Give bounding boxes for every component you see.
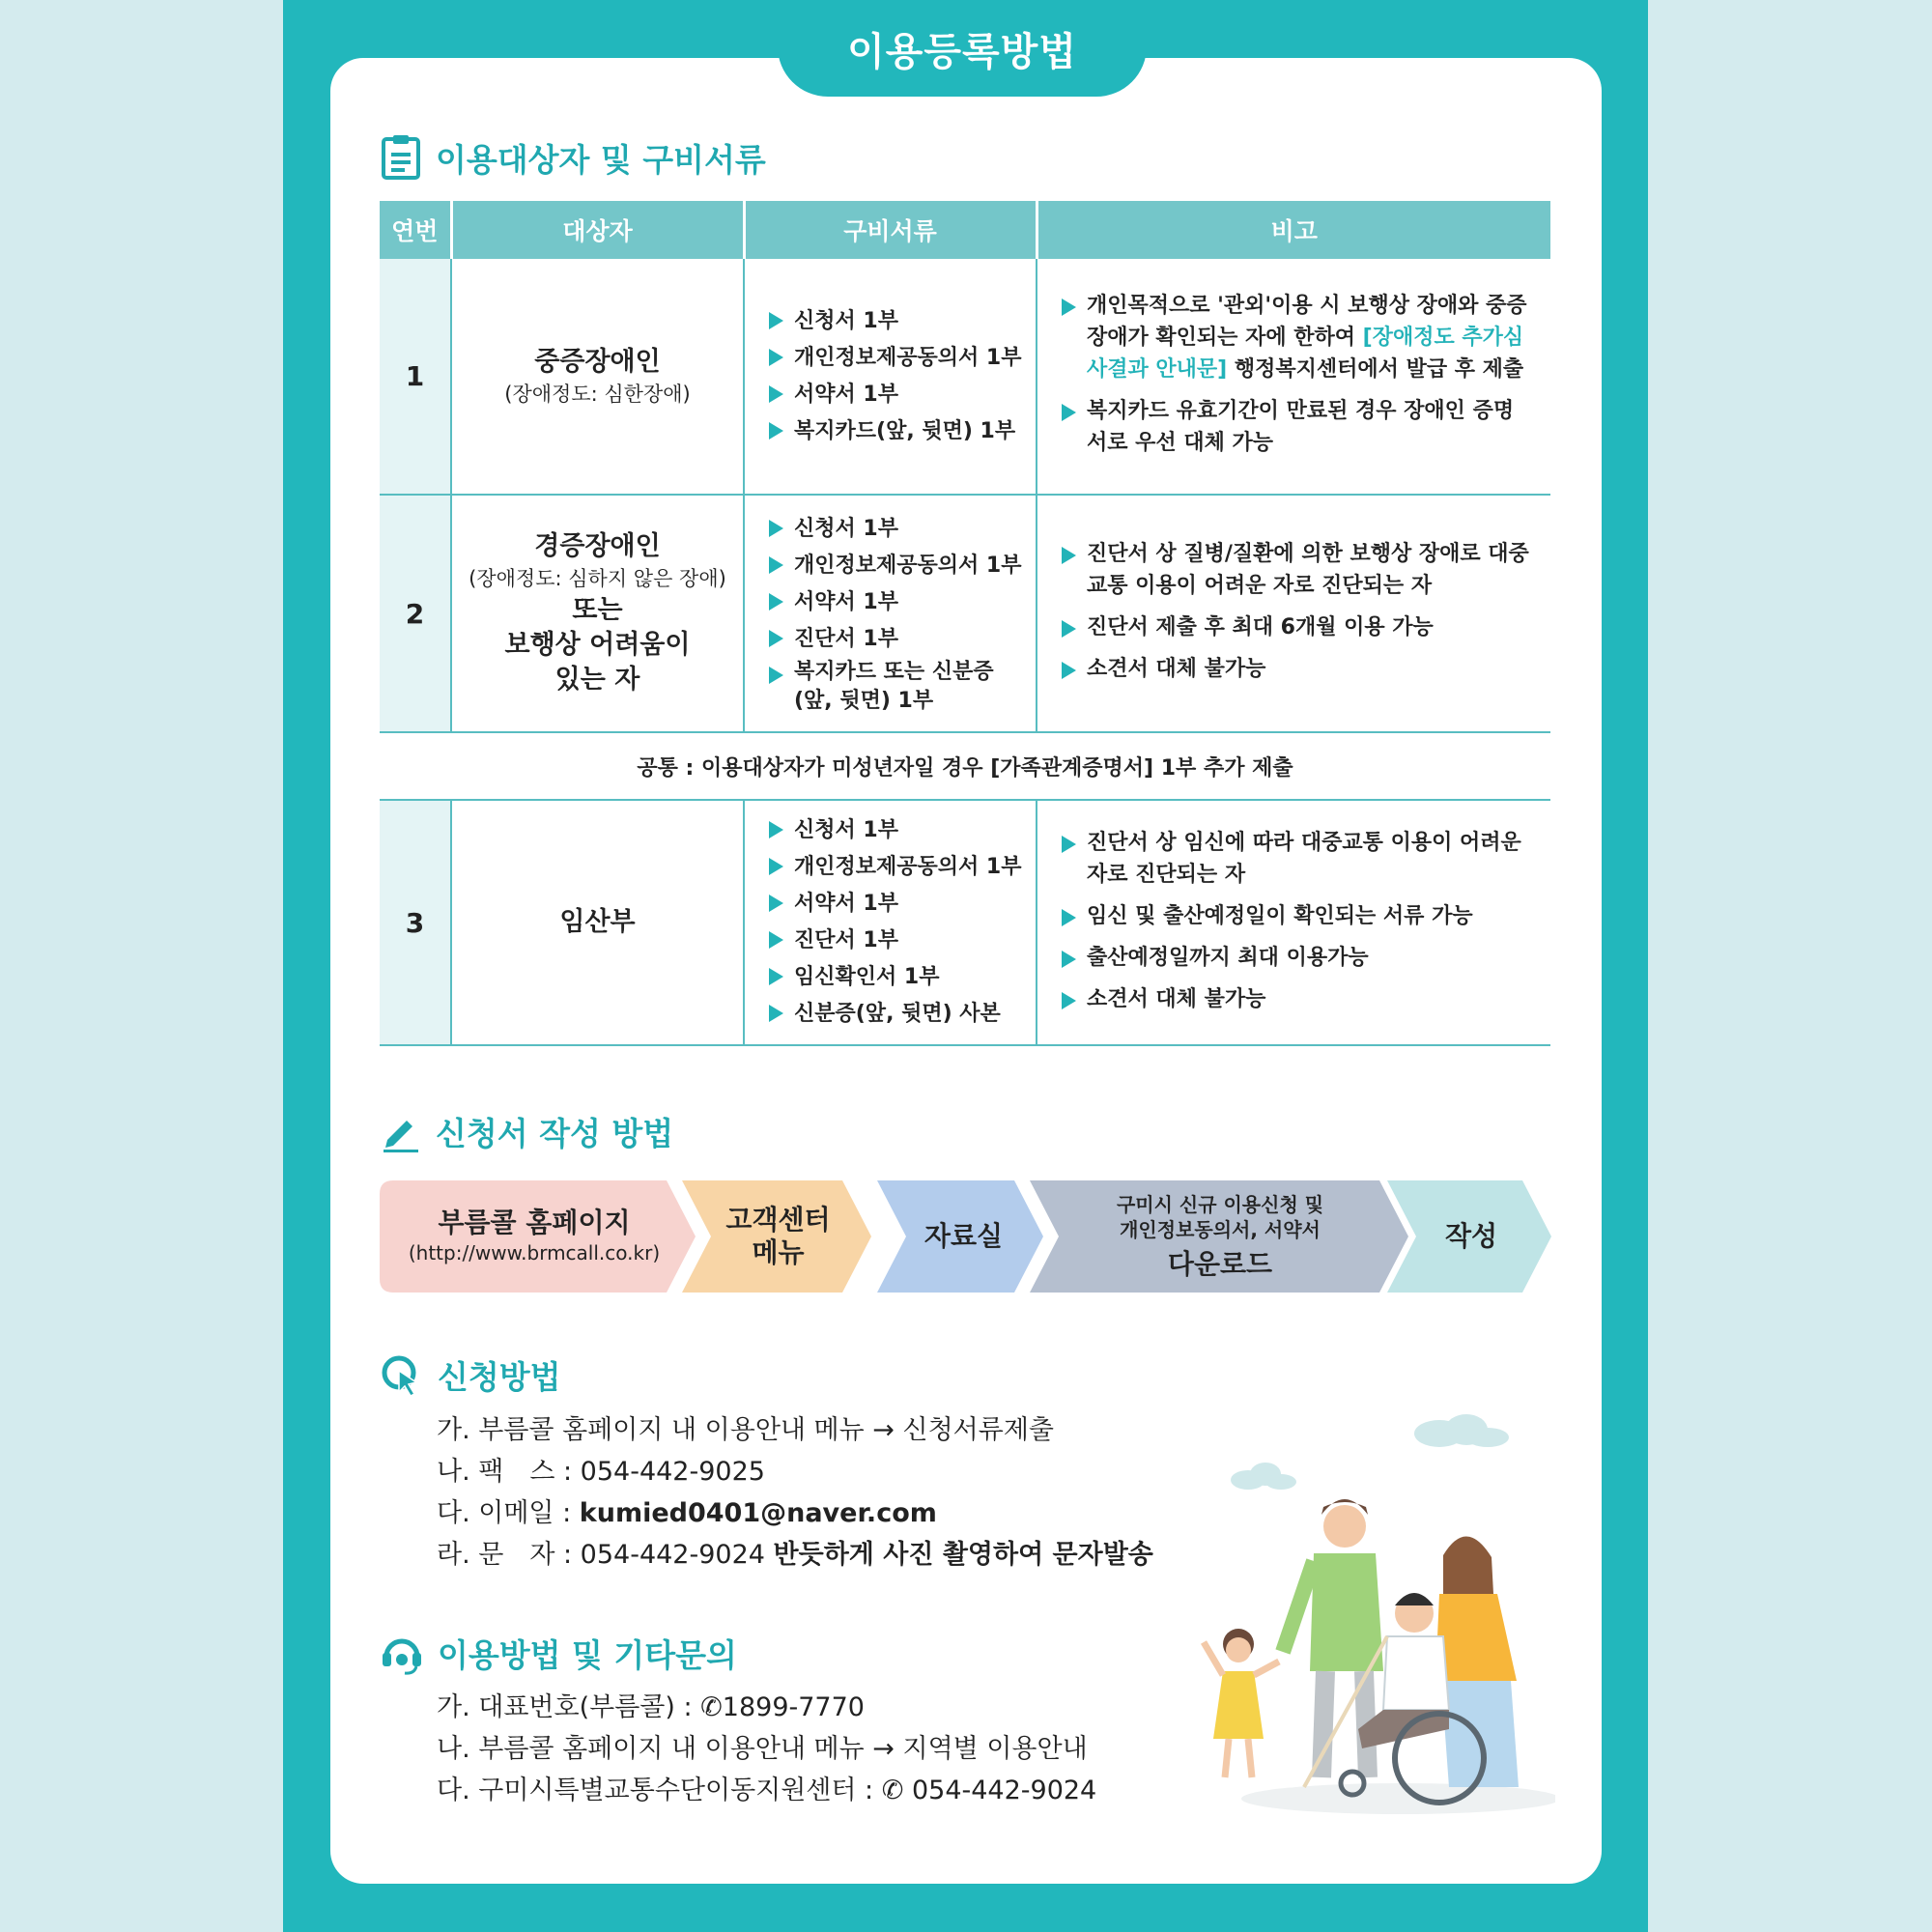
- page-title: 이용등록방법: [778, 0, 1147, 97]
- section-requirements-header: [380, 133, 766, 182]
- target-extra: 보행상 어려움이 있는 자: [504, 630, 691, 695]
- contact-phone-main[interactable]: 1899-7770: [722, 1692, 865, 1722]
- contact-item-c-label: 다. 구미시특별교통수단이동지원센터 :: [437, 1776, 882, 1805]
- header-no: 연번: [380, 201, 451, 259]
- doc-item: 개인정보제공동의서 1부: [769, 340, 1035, 377]
- notes-cell: [1037, 800, 1550, 1045]
- notes-cell: [1037, 495, 1550, 732]
- apply-item-c: [437, 1492, 1153, 1534]
- common-row: [380, 732, 1550, 800]
- note-text: 행정복지센터에서 발급 후 제출: [1227, 357, 1524, 382]
- doc-item: 신청서 1부: [769, 812, 1035, 849]
- section-form-header: [380, 1109, 673, 1154]
- doc-item: 진단서 1부: [769, 621, 1035, 658]
- target-sub: (장애정도: 심하지 않은 장애): [469, 567, 726, 590]
- contact-info: [437, 1687, 1096, 1811]
- flow-step-text: 고객센터: [725, 1204, 831, 1236]
- section-form-title: 신청서 작성 방법: [436, 1115, 674, 1152]
- header-target: 대상자: [451, 201, 744, 259]
- row-number: 3: [380, 800, 451, 1045]
- flow-step-text: 메뉴: [752, 1236, 805, 1268]
- family-wheelchair-illustration: [1159, 1391, 1555, 1816]
- cloud-icon: [1231, 1414, 1509, 1490]
- header-notes: 비고: [1037, 201, 1550, 259]
- contact-phone-center[interactable]: 054-442-9024: [911, 1776, 1097, 1805]
- apply-info: [437, 1409, 1153, 1576]
- headset-icon: [380, 1632, 424, 1676]
- row-number: 1: [380, 259, 451, 495]
- docs-cell: [744, 259, 1037, 495]
- flow-step-text: 다운로드: [1167, 1248, 1273, 1280]
- flow-step-download: [1046, 1180, 1394, 1293]
- target-or: 또는: [572, 595, 623, 625]
- doc-item: 복지카드 또는 신분증 (앞, 뒷면) 1부: [769, 658, 1035, 716]
- doc-item: 임신확인서 1부: [769, 959, 1035, 996]
- notes-cell: [1037, 259, 1550, 495]
- common-note: 공통 : 이용대상자가 미성년자일 경우 [가족관계증명서] 1부 추가 제출: [380, 732, 1550, 800]
- doc-item: 진단서 1부: [769, 923, 1035, 959]
- doc-item: 신분증(앞, 뒷면) 사본: [769, 996, 1035, 1033]
- row-number: 2: [380, 495, 451, 732]
- section-contact-title: 이용방법 및 기타문의: [438, 1636, 737, 1674]
- target-main: 경증장애인: [534, 531, 661, 561]
- requirements-table: [380, 201, 1550, 1046]
- flow-step-text: 자료실: [923, 1220, 1004, 1252]
- contact-item-a: [437, 1687, 1096, 1728]
- note-item: 진단서 상 임신에 따라 대중교통 이용이 어려운 자로 진단되는 자: [1062, 827, 1532, 891]
- target-cell: [451, 495, 744, 732]
- clipboard-icon: [380, 133, 422, 182]
- note-item: 복지카드 유효기간이 만료된 경우 장애인 증명서로 우선 대체 가능: [1062, 395, 1532, 459]
- target-sub: (장애정도: 심한장애): [504, 382, 691, 406]
- note-item: 진단서 제출 후 최대 6개월 이용 가능: [1062, 611, 1532, 643]
- flow-step-text: 구미시 신규 이용신청 및: [1116, 1193, 1324, 1216]
- table-row: [380, 495, 1550, 732]
- flow-step-homepage-url: (http://www.brmcall.co.kr): [408, 1241, 661, 1264]
- target-cell: [451, 800, 744, 1045]
- note-item: [1062, 290, 1532, 385]
- docs-cell: [744, 800, 1037, 1045]
- table-header-row: [380, 201, 1550, 259]
- flow-step-customer-center: [698, 1180, 858, 1293]
- flow-step-text: 작성: [1444, 1220, 1498, 1252]
- doc-item: 복지카드(앞, 뒷면) 1부: [769, 413, 1035, 450]
- doc-item: 서약서 1부: [769, 584, 1035, 621]
- apply-item-c-label: 다. 이메일 :: [437, 1498, 580, 1528]
- section-apply-title: 신청방법: [438, 1358, 561, 1396]
- section-apply-header: [380, 1352, 561, 1398]
- flow-step-archive: [894, 1180, 1034, 1293]
- target-cell: [451, 259, 744, 495]
- section-contact-header: [380, 1631, 737, 1676]
- note-item: 진단서 상 질병/질환에 의한 보행상 장애로 대중교통 이용이 어려운 자로 진단되는 자: [1062, 538, 1532, 602]
- email-link[interactable]: kumied0401@naver.com: [579, 1498, 937, 1528]
- table-row: [380, 259, 1550, 495]
- doc-item: 신청서 1부: [769, 511, 1035, 548]
- phone-icon: ✆: [700, 1692, 723, 1722]
- note-item: 소견서 대체 불가능: [1062, 653, 1532, 685]
- phone-icon: ✆: [881, 1776, 904, 1805]
- doc-item: 서약서 1부: [769, 377, 1035, 413]
- note-text: 개인목적으로 '관외'이용 시 보행상 장애와 중증장애가 확인되는 자에 한하여: [1087, 294, 1527, 350]
- note-item: 임신 및 출산예정일이 확인되는 서류 가능: [1062, 900, 1532, 932]
- doc-item: 신청서 1부: [769, 303, 1035, 340]
- note-item: 출산예정일까지 최대 이용가능: [1062, 942, 1532, 974]
- flow-step-homepage-title: 부름콜 홈페이지: [438, 1207, 631, 1238]
- apply-item-d-label: 라. 문 자 : 054-442-9024: [437, 1540, 774, 1570]
- section-requirements-title: 이용대상자 및 구비서류: [436, 140, 766, 179]
- apply-item-d-emphasis: 반듯하게 사진 촬영하여 문자발송: [773, 1540, 1153, 1570]
- flow-step-write: [1399, 1180, 1544, 1293]
- apply-item-b: 나. 팩 스 : 054-442-9025: [437, 1457, 765, 1487]
- target-main: 임산부: [559, 907, 636, 937]
- pencil-icon: [380, 1111, 422, 1153]
- contact-item-b: 나. 부름콜 홈페이지 내 이용안내 메뉴 → 지역별 이용안내: [437, 1734, 1088, 1764]
- search-cursor-icon: [380, 1353, 424, 1398]
- docs-cell: [744, 495, 1037, 732]
- note-item: 소견서 대체 불가능: [1062, 983, 1532, 1015]
- contact-item-c: [437, 1770, 1096, 1811]
- contact-item-a-label: 가. 대표번호(부름콜) :: [437, 1692, 701, 1722]
- doc-item: 개인정보제공동의서 1부: [769, 849, 1035, 886]
- table-row: [380, 800, 1550, 1045]
- apply-item-a: 가. 부름콜 홈페이지 내 이용안내 메뉴 → 신청서류제출: [437, 1415, 1055, 1445]
- flow-step-homepage: [380, 1180, 689, 1293]
- doc-item: 서약서 1부: [769, 886, 1035, 923]
- apply-item-d: [437, 1534, 1153, 1576]
- flow-step-text: 개인정보동의서, 서약서: [1120, 1218, 1321, 1241]
- target-main: 중증장애인: [534, 346, 661, 377]
- header-docs: 구비서류: [744, 201, 1037, 259]
- form-steps-flow: [380, 1180, 1551, 1293]
- note-highlight: [장애정도 추가심사결과 안내문]: [1087, 326, 1524, 382]
- doc-item: 개인정보제공동의서 1부: [769, 548, 1035, 584]
